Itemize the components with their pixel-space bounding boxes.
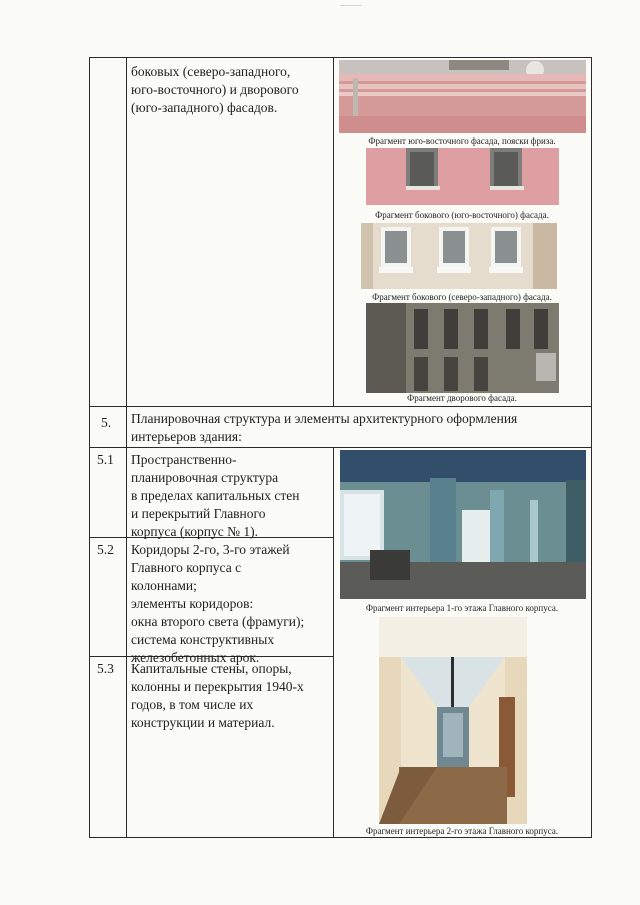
table-border-top bbox=[89, 57, 592, 58]
caption-side-facade-nw: Фрагмент бокового (северо-западного) фасада. bbox=[372, 292, 552, 302]
row-separator-5 bbox=[89, 406, 592, 407]
photo-side-facade-nw bbox=[361, 223, 557, 289]
row-number-5: 5. bbox=[101, 415, 112, 430]
caption-interior-floor-2: Фрагмент интерьера 2-го этажа Главного корпуса. bbox=[365, 826, 559, 836]
caption-courtyard-facade: Фрагмент дворового фасада. bbox=[407, 393, 517, 403]
row-text-51: Пространственно- планировочная структура в пределах капитальных стен и перекрытий Главного корпуса (корпус № 1). bbox=[131, 452, 300, 539]
continuation-text: боковых (северо-западного, юго-восточного) и дворового (юго-западного) фасадов. bbox=[131, 64, 299, 115]
row-separator-51 bbox=[89, 447, 592, 448]
table-border-bottom bbox=[89, 837, 592, 838]
row-number-53: 5.3 bbox=[97, 661, 114, 676]
row-text-52: Коридоры 2-го, 3-го этажей Главного корпуса с колоннами; элементы коридоров: окна второго света (фрамуги); система конструктивных железобетонных арок. bbox=[131, 542, 305, 665]
caption-interior-floor-1: Фрагмент интерьера 1-го этажа Главного корпуса. bbox=[365, 603, 559, 613]
column-divider-2a bbox=[333, 57, 334, 406]
caption-facade-frieze: Фрагмент юго-восточного фасада, пояски фриза. bbox=[368, 136, 556, 146]
photo-courtyard-facade bbox=[366, 303, 559, 393]
row-text-53: Капитальные стены, опоры, колонны и перекрытия 1940-х годов, в том числе их конструкции и материал. bbox=[131, 661, 304, 730]
photo-side-facade-se bbox=[366, 148, 559, 205]
document-table bbox=[89, 57, 592, 838]
column-divider-2b bbox=[333, 447, 334, 838]
photo-interior-floor-2 bbox=[379, 617, 527, 824]
photo-interior-floor-1 bbox=[340, 450, 586, 599]
photo-facade-frieze bbox=[339, 60, 586, 133]
row-number-52: 5.2 bbox=[97, 542, 114, 557]
row-text-5: Планировочная структура и элементы архитектурного оформления интерьеров здания: bbox=[131, 411, 518, 444]
page-number-mark bbox=[340, 5, 362, 14]
caption-side-facade-se: Фрагмент бокового (юго-восточного) фасада. bbox=[375, 210, 549, 220]
row-number-51: 5.1 bbox=[97, 452, 114, 467]
